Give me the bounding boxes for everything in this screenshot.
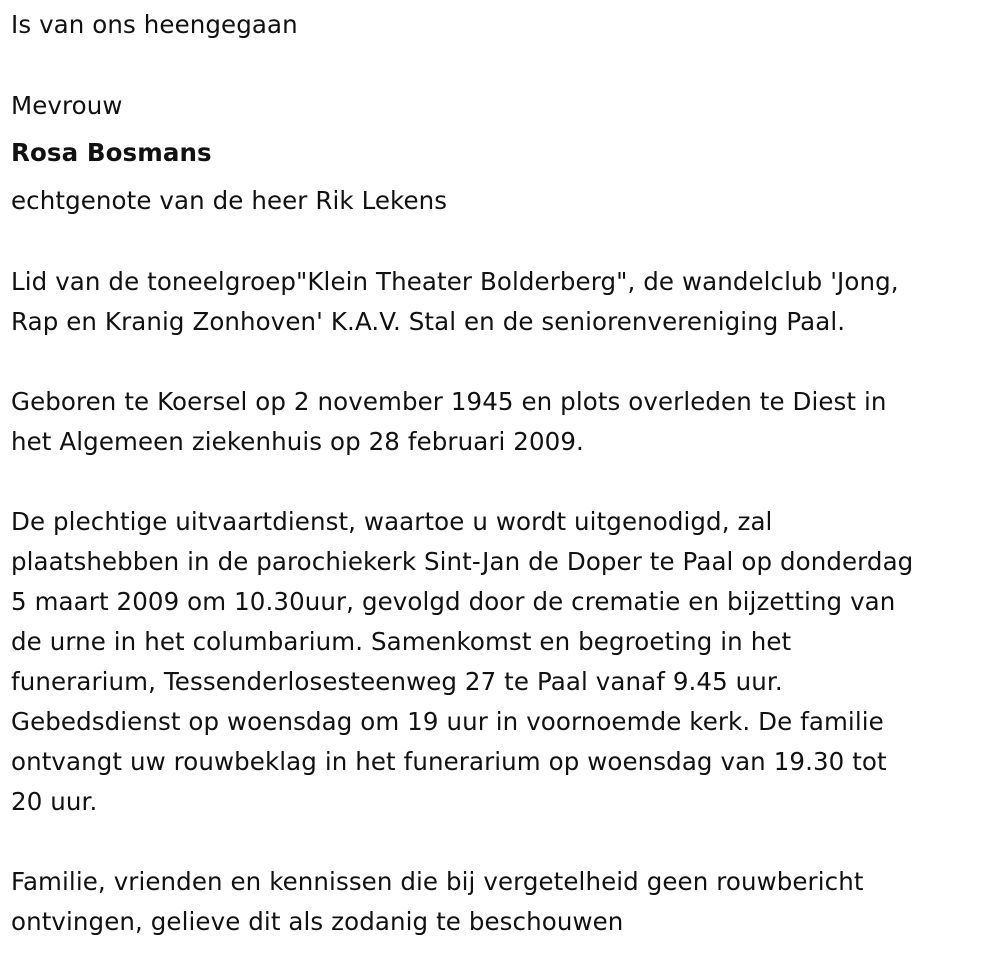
funeral-line: 20 uur. — [11, 787, 98, 816]
funeral-line: plaatshebben in de parochiekerk Sint-Jan de Doper te Paal op donderdag — [11, 547, 914, 576]
membership-line: Lid van de toneelgroep"Klein Theater Bolderberg", de wandelclub 'Jong, — [11, 267, 899, 296]
birth-death-line: het Algemeen ziekenhuis op 28 februari 2009. — [11, 427, 584, 456]
closing-line: Familie, vrienden en kennissen die bij vergetelheid geen rouwbericht — [11, 867, 864, 896]
funeral-line: funerarium, Tessenderlosesteenweg 27 te Paal vanaf 9.45 uur. — [11, 667, 783, 696]
spouse-text: echtgenote van de heer Rik Lekens — [11, 186, 448, 215]
birth-death-line: Geboren te Koersel op 2 november 1945 en plots overleden te Diest in — [11, 387, 887, 416]
funeral-line: de urne in het columbarium. Samenkomst en begroeting in het — [11, 627, 792, 656]
funeral-line: De plechtige uitvaartdienst, waartoe u wordt uitgenodigd, zal — [11, 507, 773, 536]
membership-line: Rap en Kranig Zonhoven' K.A.V. Stal en de seniorenvereniging Paal. — [11, 307, 846, 336]
closing-line: ontvingen, gelieve dit als zodanig te beschouwen — [11, 907, 624, 936]
intro-text: Is van ons heengegaan — [11, 10, 298, 39]
funeral-line: ontvangt uw rouwbeklag in het funerarium op woensdag van 19.30 tot — [11, 747, 887, 776]
deceased-name: Rosa Bosmans — [11, 138, 212, 167]
salutation: Mevrouw — [11, 91, 123, 120]
funeral-line: 5 maart 2009 om 10.30uur, gevolgd door de crematie en bijzetting van — [11, 587, 896, 616]
funeral-line: Gebedsdienst op woensdag om 19 uur in voornoemde kerk. De familie — [11, 707, 884, 736]
